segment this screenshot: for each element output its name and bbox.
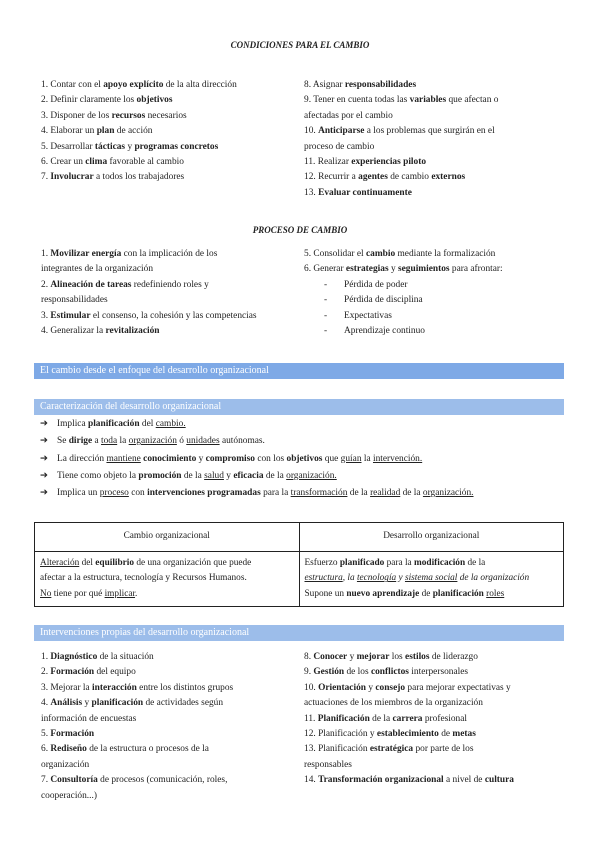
text-segment: Orientación xyxy=(318,682,366,693)
proceso-sub-list xyxy=(304,278,425,340)
list-line xyxy=(304,93,498,108)
text-segment: de la xyxy=(400,488,423,499)
text-segment: intervenciones programadas xyxy=(147,488,261,499)
text-segment: Conocer xyxy=(313,652,348,662)
text-segment: 6. xyxy=(41,744,51,755)
text-segment: de liderazgo xyxy=(429,652,478,662)
text-segment: 1. Contar con el xyxy=(41,80,104,90)
list-line xyxy=(41,78,237,93)
text-segment: objetivos xyxy=(286,453,323,464)
text-segment: nuevo aprendizaje xyxy=(346,588,420,599)
list-item xyxy=(304,278,425,293)
text-segment: Gestión xyxy=(313,667,345,678)
arrow-right-icon: ➔ xyxy=(40,419,48,429)
text-segment: integrantes de la organización xyxy=(41,264,154,275)
text-segment: 13. xyxy=(304,187,319,198)
list-line xyxy=(41,696,233,711)
text-segment: 6. Generar xyxy=(304,264,346,275)
text-segment: responsabilidades xyxy=(41,295,108,306)
list-item xyxy=(36,485,474,502)
list-line xyxy=(41,93,237,108)
text-segment: actuaciones de los miembros de la organización xyxy=(304,698,483,709)
list-line xyxy=(304,773,514,788)
text-segment: Implica xyxy=(57,419,88,429)
text-segment: 12. Recurrir a xyxy=(304,172,359,183)
list-line xyxy=(41,155,237,170)
text-segment: clima xyxy=(85,157,108,168)
text-segment: con los xyxy=(254,453,287,464)
text-segment: Planificación xyxy=(317,713,370,724)
text-segment: 7. xyxy=(41,172,51,183)
list-line xyxy=(304,109,498,124)
arrow-right-icon: ➔ xyxy=(40,488,48,499)
text-segment: realidad xyxy=(370,488,401,499)
condiciones-left-list xyxy=(41,78,237,186)
arrow-right-icon: ➔ xyxy=(40,436,48,447)
text-segment: y xyxy=(223,470,234,481)
list-line xyxy=(304,247,503,262)
list-line xyxy=(41,309,257,324)
list-item xyxy=(36,468,474,485)
condiciones-title: CONDICIONES PARA EL CAMBIO xyxy=(230,40,370,50)
text-segment: y xyxy=(365,682,376,693)
text-segment: 10. xyxy=(304,126,319,137)
text-segment: que afectan o xyxy=(446,95,499,106)
caracterizacion-band: Caracterización del desarrollo organizacional xyxy=(34,399,564,415)
text-segment: carrera xyxy=(392,713,423,724)
list-line xyxy=(304,124,498,139)
table-header-cambio: Cambio organizacional xyxy=(35,523,300,552)
text-segment: de la xyxy=(369,713,393,724)
list-line xyxy=(304,665,514,680)
text-segment: Estimular xyxy=(50,310,91,321)
text-segment: del xyxy=(139,419,156,429)
text-segment: con xyxy=(128,488,148,499)
text-segment: entre los distintos grupos xyxy=(136,682,234,693)
text-segment: ó xyxy=(176,436,187,447)
list-line xyxy=(41,773,233,788)
list-item xyxy=(304,293,425,308)
text-segment: transformación xyxy=(290,488,348,499)
text-segment: Consultoría xyxy=(50,775,98,786)
intervenciones-right-list xyxy=(304,650,514,789)
list-item xyxy=(304,324,425,339)
list-line xyxy=(41,681,233,696)
text-segment: 5. Desarrollar xyxy=(41,141,95,152)
text-segment: Alineación de tareas xyxy=(50,279,132,290)
text-segment: plan xyxy=(96,126,115,137)
text-segment: establecimiento xyxy=(376,729,439,740)
list-line xyxy=(305,556,559,571)
text-segment: apoyo explícito xyxy=(103,80,164,90)
condiciones-right-list xyxy=(304,78,498,201)
text-segment: de acción xyxy=(114,126,153,137)
list-line xyxy=(304,170,498,185)
list-line xyxy=(304,727,514,742)
text-segment: de la xyxy=(181,470,205,481)
text-segment: 9. Tener en cuenta todas las xyxy=(304,95,410,106)
list-line xyxy=(304,186,498,201)
text-segment: 2. Definir claramente los xyxy=(41,95,137,106)
text-segment: profesional xyxy=(422,713,468,724)
list-line xyxy=(304,742,514,757)
text-segment: sistema social xyxy=(404,573,458,584)
intervenciones-band: Intervenciones propias del desarrollo organizacional xyxy=(34,625,564,641)
dash-bullet: - xyxy=(324,295,328,306)
text-segment: la xyxy=(117,436,129,447)
text-segment: estilos xyxy=(405,652,430,662)
list-line xyxy=(41,712,233,727)
text-segment: planificación xyxy=(91,698,144,709)
text-segment: de la xyxy=(465,558,486,568)
text-segment: objetivos xyxy=(136,95,173,106)
sub-item-label: Expectativas xyxy=(344,310,392,321)
text-segment: planificado xyxy=(339,558,385,568)
list-item xyxy=(304,309,425,324)
list-line xyxy=(304,140,498,155)
text-segment: Rediseño xyxy=(50,744,87,755)
text-segment: 10. xyxy=(304,682,319,693)
text-segment: 3. xyxy=(41,310,51,321)
list-line xyxy=(41,324,257,339)
list-line xyxy=(41,665,233,680)
text-segment: a xyxy=(92,436,102,447)
text-segment: agentes xyxy=(358,172,388,183)
dash-bullet: - xyxy=(324,280,328,290)
text-segment: Supone un xyxy=(304,588,347,599)
text-segment: , la xyxy=(342,573,357,584)
text-segment: de la estructura o procesos de la xyxy=(86,744,209,755)
text-segment: del equipo xyxy=(94,667,136,678)
text-segment: 14. xyxy=(304,775,319,786)
text-segment: y xyxy=(82,698,92,709)
list-line xyxy=(304,650,514,665)
text-segment: Diagnóstico xyxy=(50,652,98,662)
text-segment: promoción xyxy=(138,470,182,481)
list-line xyxy=(305,571,559,586)
arrow-right-icon: ➔ xyxy=(40,470,48,481)
text-segment: 5. Consolidar el xyxy=(304,249,366,259)
text-segment: Tiene como objeto la xyxy=(57,470,139,481)
text-segment: dirige xyxy=(68,436,93,447)
text-segment: de actividades según xyxy=(143,698,224,709)
text-segment: estructura xyxy=(304,573,343,584)
text-segment: la xyxy=(361,453,373,464)
text-segment: 8. xyxy=(304,652,314,662)
text-segment: La dirección xyxy=(57,453,107,464)
list-line xyxy=(304,681,514,696)
text-segment: . xyxy=(135,588,138,599)
text-segment: experiencias piloto xyxy=(351,157,427,168)
intervenciones-left-list xyxy=(41,650,233,804)
text-segment: conocimiento xyxy=(143,453,197,464)
list-line xyxy=(304,712,514,727)
text-segment: modificación xyxy=(414,558,466,568)
text-segment: 4. Elaborar un xyxy=(41,126,97,137)
text-segment: unidades xyxy=(186,436,220,447)
text-segment: Se xyxy=(57,436,69,447)
caracterizacion-list xyxy=(36,416,474,502)
list-line xyxy=(41,124,237,139)
sub-item-label: Pérdida de disciplina xyxy=(344,295,423,306)
text-segment: 4. xyxy=(41,698,51,709)
text-segment: 4. Generalizar la xyxy=(41,326,106,337)
text-segment: cooperación...) xyxy=(41,790,97,801)
text-segment: interpersonales xyxy=(408,667,469,678)
text-segment: de una organización que puede xyxy=(134,558,252,568)
list-line xyxy=(41,262,257,277)
text-segment: el consenso, la cohesión y las competencias xyxy=(90,310,257,321)
text-segment: favorable al cambio xyxy=(107,157,184,168)
dash-bullet: - xyxy=(324,310,328,321)
text-segment: Esfuerzo xyxy=(304,558,340,568)
list-line xyxy=(41,109,237,124)
text-segment: organización. xyxy=(422,488,474,499)
text-segment: 1. xyxy=(41,249,51,259)
text-segment: Evaluar continuamente xyxy=(318,187,412,198)
list-line xyxy=(41,727,233,742)
comparison-table xyxy=(34,522,564,607)
text-segment: a nivel de xyxy=(443,775,485,786)
text-segment: 12. Planificación y xyxy=(304,729,377,740)
text-segment: de la organización xyxy=(457,573,530,584)
text-segment: mantiene xyxy=(106,453,141,464)
text-segment: organización. xyxy=(286,470,337,481)
text-segment: los xyxy=(389,652,406,662)
text-segment: organización xyxy=(41,759,90,770)
text-segment: guían xyxy=(340,453,362,464)
text-segment: de xyxy=(419,588,433,599)
text-segment: 2. xyxy=(41,667,51,678)
text-segment: No xyxy=(40,588,52,599)
text-segment: Anticiparse xyxy=(318,126,365,137)
text-segment: responsabilidades xyxy=(344,80,417,90)
text-segment: recursos xyxy=(111,110,146,121)
text-segment: consejo xyxy=(375,682,406,693)
text-segment: organización xyxy=(128,436,177,447)
text-segment: 8. Asignar xyxy=(304,80,345,90)
text-segment: a todos los trabajadores xyxy=(93,172,185,183)
text-segment: 7. xyxy=(41,775,51,786)
text-segment: Transformación organizacional xyxy=(318,775,444,786)
text-segment: metas xyxy=(452,729,476,740)
list-line xyxy=(305,587,559,602)
text-segment: programas concretos xyxy=(134,141,219,152)
table-header-desarrollo: Desarrollo organizacional xyxy=(299,523,564,552)
list-line xyxy=(304,696,514,711)
text-segment: tiene por qué xyxy=(51,588,105,599)
list-line xyxy=(304,155,498,170)
text-segment: y xyxy=(347,652,357,662)
list-line xyxy=(41,247,257,262)
list-line xyxy=(41,278,257,293)
text-segment: necesarios xyxy=(145,110,187,121)
text-segment: mejorar xyxy=(356,652,390,662)
table-cell-desarrollo xyxy=(299,552,564,607)
dash-bullet: - xyxy=(324,326,328,337)
text-segment: afectar a la estructura, tecnología y Recursos Humanos. xyxy=(40,573,247,584)
text-segment: 3. Disponer de los xyxy=(41,110,112,121)
list-line xyxy=(41,140,237,155)
text-segment: y xyxy=(396,573,405,584)
list-item xyxy=(36,451,474,468)
list-line xyxy=(40,556,294,571)
text-segment: Alteración xyxy=(40,558,80,568)
sub-item-label: Pérdida de poder xyxy=(344,280,408,290)
sub-item-label: Aprendizaje continuo xyxy=(344,326,425,337)
text-segment: para afrontar: xyxy=(449,264,503,275)
text-segment: de la situación xyxy=(97,652,154,662)
text-segment: Análisis xyxy=(50,698,83,709)
text-segment: 11. xyxy=(304,713,318,724)
text-segment: 1. xyxy=(41,652,51,662)
list-line xyxy=(304,78,498,93)
text-segment: para la xyxy=(384,558,414,568)
arrow-right-icon: ➔ xyxy=(40,453,48,464)
list-line xyxy=(41,170,237,185)
text-segment: planificación xyxy=(432,588,484,599)
text-segment: estrategias xyxy=(345,264,389,275)
list-line xyxy=(41,742,233,757)
text-segment: equilibrio xyxy=(95,558,135,568)
text-segment: proceso de cambio xyxy=(304,141,375,152)
text-segment: y xyxy=(125,141,135,152)
text-segment: 2. xyxy=(41,279,51,290)
text-segment: a los problemas que surgirán en el xyxy=(364,126,495,137)
list-line xyxy=(41,758,233,773)
list-line xyxy=(40,587,294,602)
table-cell-cambio xyxy=(35,552,300,607)
text-segment: que xyxy=(322,453,341,464)
list-item xyxy=(36,416,474,433)
text-segment: de los xyxy=(344,667,371,678)
text-segment: 9. xyxy=(304,667,314,678)
text-segment: afectadas por el cambio xyxy=(304,110,393,121)
text-segment: 11. Realizar xyxy=(304,157,352,168)
proceso-right-list xyxy=(304,247,503,278)
text-segment: mediante la formalización xyxy=(395,249,496,259)
proceso-title: PROCESO DE CAMBIO xyxy=(252,225,348,235)
text-segment: compromiso xyxy=(205,453,255,464)
text-segment: cultura xyxy=(484,775,514,786)
text-segment: Formación xyxy=(50,667,95,678)
text-segment: implicar xyxy=(104,588,136,599)
text-segment: Implica un xyxy=(57,488,100,499)
text-segment: para la xyxy=(260,488,291,499)
text-segment: salud xyxy=(204,470,224,481)
text-segment: de cambio xyxy=(387,172,432,183)
text-segment: de la xyxy=(263,470,287,481)
list-line xyxy=(41,789,233,804)
text-segment: planificación xyxy=(87,419,140,429)
text-segment: 5. xyxy=(41,729,51,740)
text-segment: cambio. xyxy=(155,419,186,429)
list-line xyxy=(304,262,503,277)
text-segment: de la xyxy=(347,488,371,499)
text-segment: para mejorar expectativas y xyxy=(405,682,511,693)
text-segment: y xyxy=(196,453,206,464)
text-segment: responsables xyxy=(304,759,352,770)
text-segment: interacción xyxy=(92,682,137,693)
text-segment: del xyxy=(79,558,96,568)
text-segment: Formación xyxy=(50,729,95,740)
text-segment: Involucrar xyxy=(50,172,94,183)
text-segment: estratégica xyxy=(369,744,414,755)
text-segment: redefiniendo roles y xyxy=(131,279,209,290)
text-segment: toda xyxy=(101,436,118,447)
text-segment: de xyxy=(438,729,453,740)
list-line xyxy=(40,571,294,586)
text-segment: seguimientos xyxy=(397,264,450,275)
text-segment: externos xyxy=(431,172,466,183)
text-segment: autónomas. xyxy=(219,436,265,447)
text-segment: proceso xyxy=(99,488,129,499)
text-segment: 13. Planificación xyxy=(304,744,370,755)
text-segment: Movilizar energía xyxy=(50,249,122,259)
text-segment: tácticas xyxy=(94,141,126,152)
text-segment: variables xyxy=(409,95,447,106)
proceso-left-list xyxy=(41,247,257,339)
list-item xyxy=(36,433,474,450)
text-segment: con la implicación de los xyxy=(121,249,218,259)
text-segment: 3. Mejorar la xyxy=(41,682,93,693)
text-segment: revitalización xyxy=(105,326,160,337)
text-segment: roles xyxy=(486,588,505,599)
section-band-enfoque: El cambio desde el enfoque del desarrollo organizacional xyxy=(34,363,564,379)
text-segment: de la alta dirección xyxy=(163,80,237,90)
text-segment: conflictos xyxy=(370,667,409,678)
text-segment: tecnología xyxy=(356,573,397,584)
text-segment: 6. Crear un xyxy=(41,157,86,168)
list-line xyxy=(304,758,514,773)
text-segment: de procesos (comunicación, roles, xyxy=(97,775,228,786)
text-segment: por parte de los xyxy=(413,744,474,755)
list-line xyxy=(41,293,257,308)
text-segment: información de encuestas xyxy=(41,713,137,724)
text-segment: y xyxy=(388,264,398,275)
text-segment: intervención. xyxy=(372,453,423,464)
list-line xyxy=(41,650,233,665)
text-segment: eficacia xyxy=(233,470,264,481)
text-segment: cambio xyxy=(365,249,396,259)
